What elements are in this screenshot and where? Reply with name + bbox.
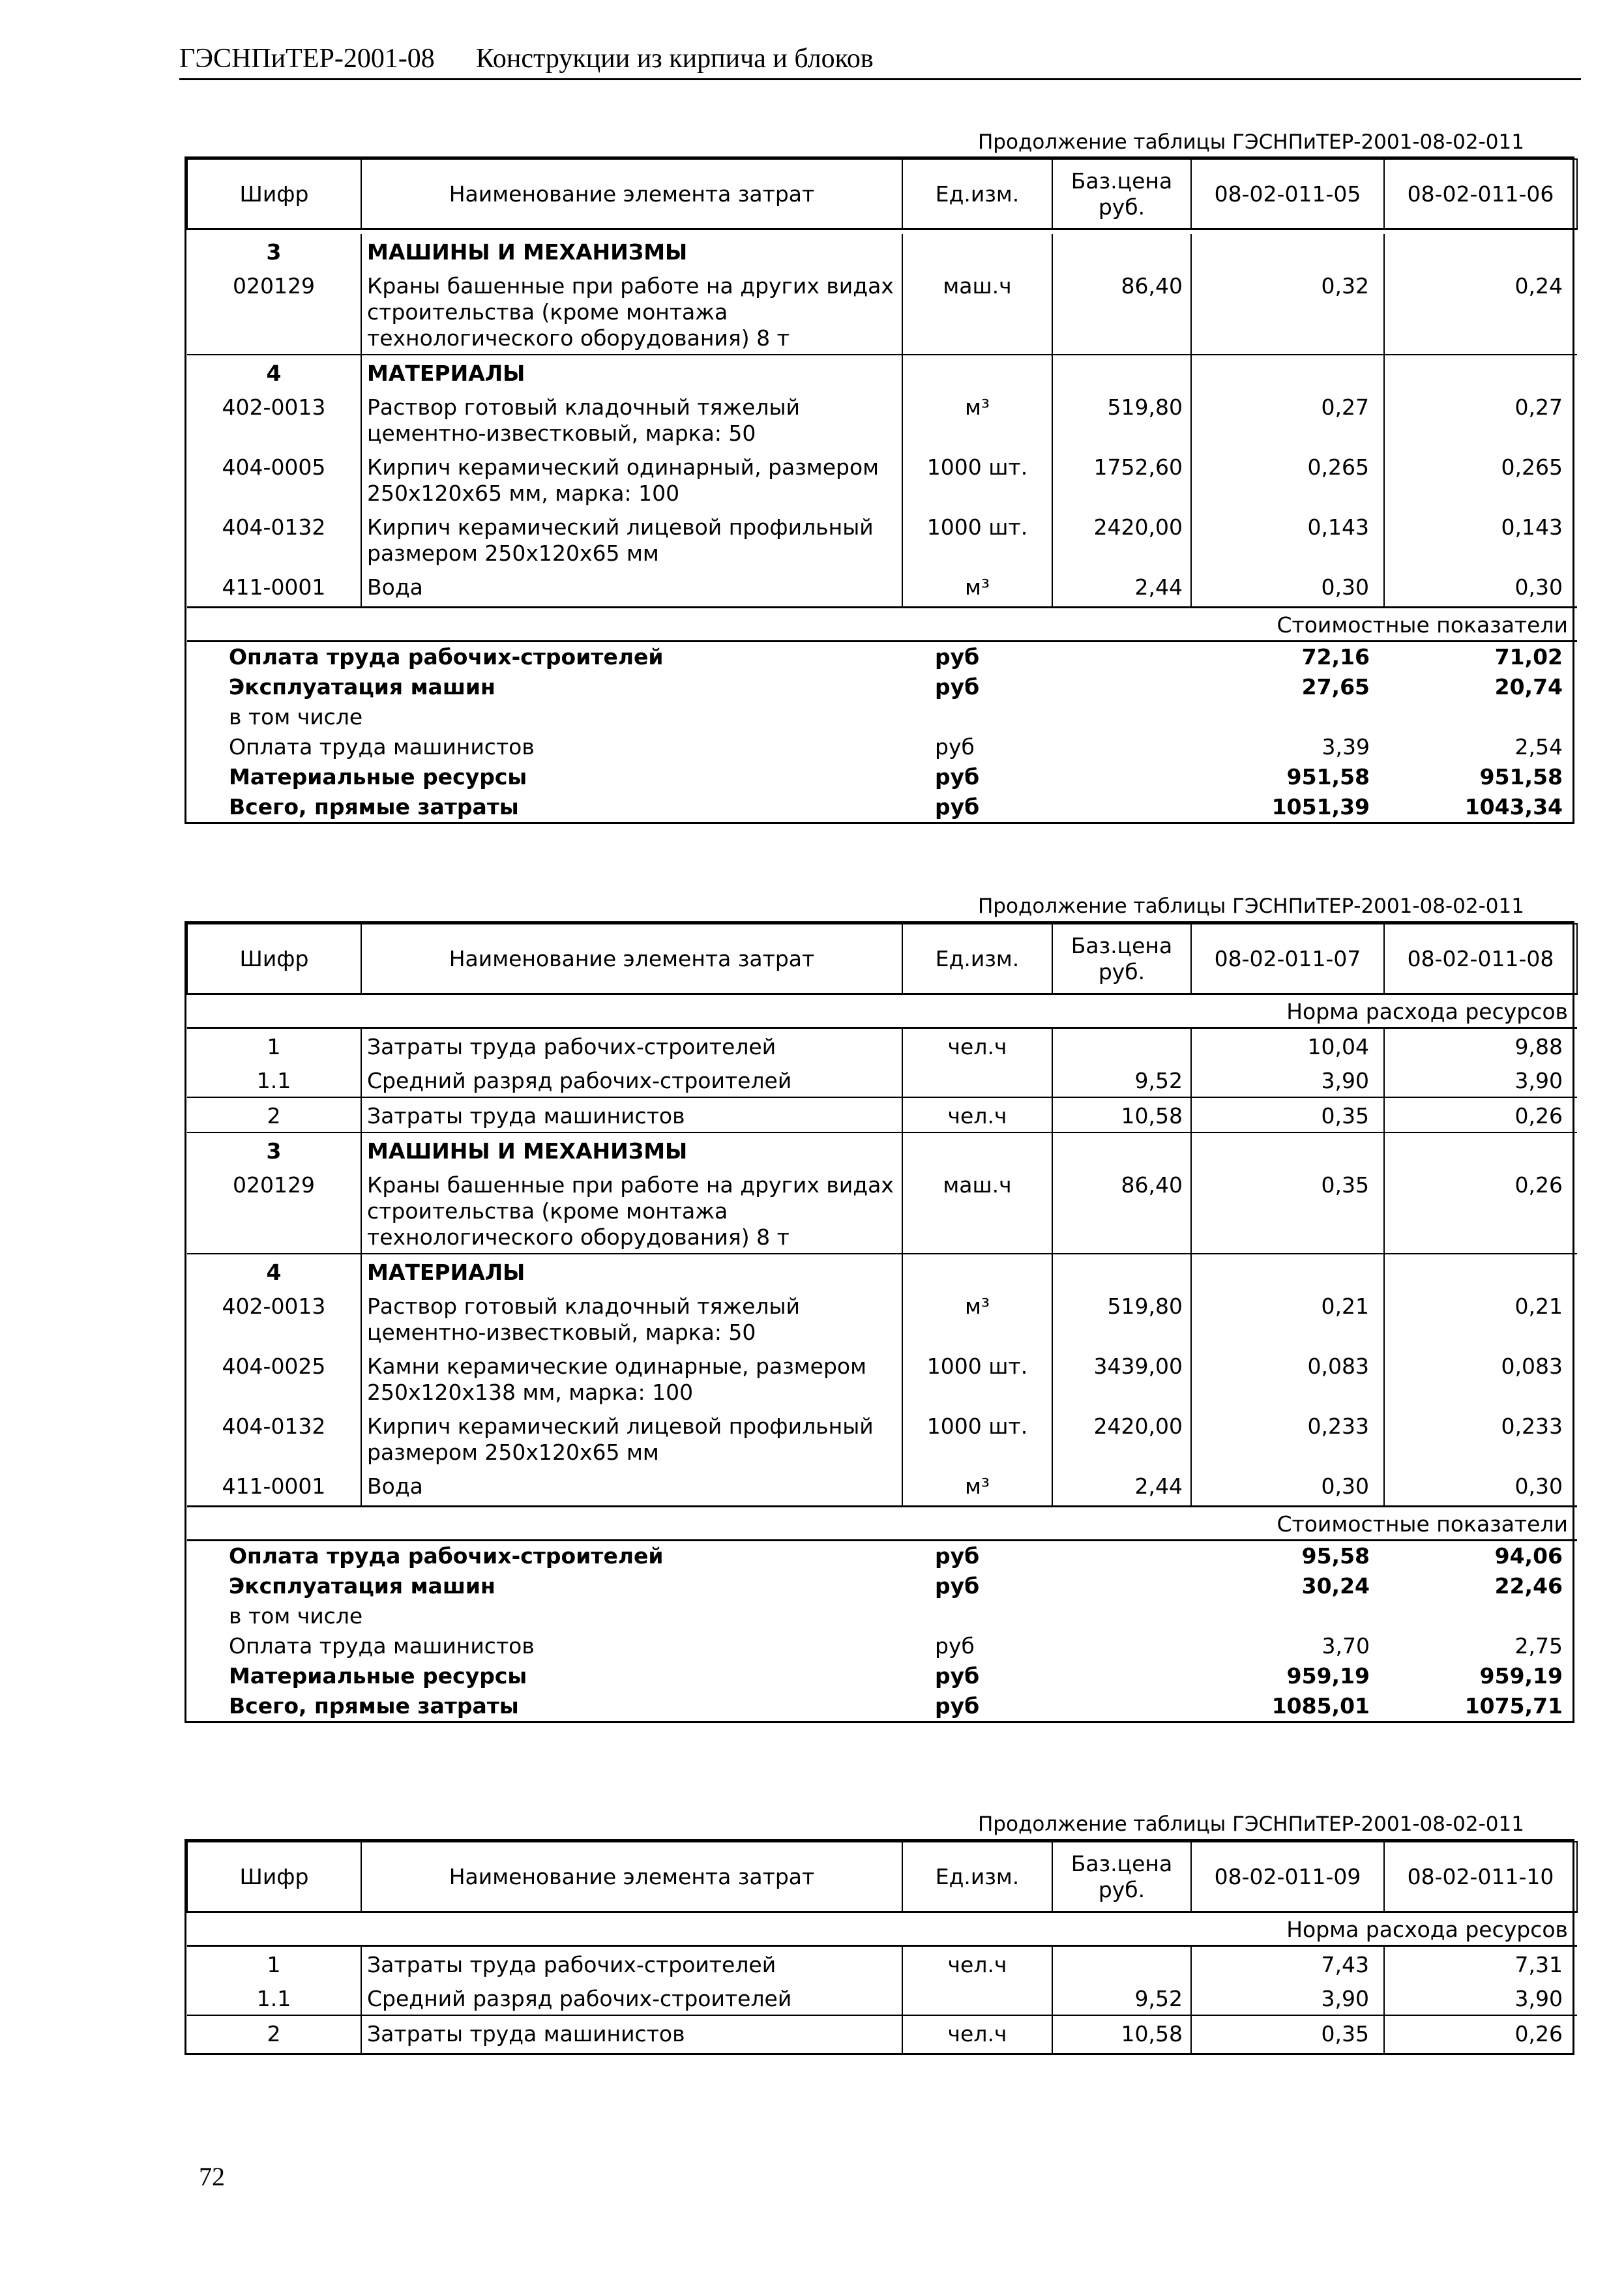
row-name: Затраты труда машинистов: [361, 2015, 902, 2053]
header-price: Баз.цена руб.: [1052, 159, 1191, 229]
row-name: МАТЕРИАЛЫ: [361, 355, 902, 389]
row-value-a: 0,32: [1191, 268, 1384, 355]
row-code: 411-0001: [222, 1473, 326, 1499]
row-unit: маш.ч: [902, 1167, 1052, 1254]
row-value-a: 7,43: [1191, 1946, 1384, 1981]
cost-name: Оплата труда рабочих-строителей: [229, 644, 664, 670]
cost-price-empty: [1052, 792, 1191, 822]
cost-value-b: [1384, 1601, 1577, 1631]
row-unit: 1000 шт.: [902, 1348, 1052, 1408]
row-unit: [902, 355, 1052, 389]
cost-value-b: [1384, 702, 1577, 732]
header-column-a: 08-02-011-09: [1191, 1842, 1384, 1912]
cost-unit: руб: [935, 1663, 980, 1689]
norm-label-row: [187, 994, 1577, 1028]
row-unit: [902, 234, 1052, 268]
header-name: Наименование элемента затрат: [361, 1842, 902, 1912]
header-price: Баз.цена руб.: [1052, 1842, 1191, 1912]
cost-label: Стоимостные показатели: [187, 608, 1577, 642]
cost-value-b: 959,19: [1479, 1663, 1563, 1689]
table-row: [187, 1254, 1577, 1288]
row-code: 1.1: [256, 1068, 291, 1093]
row-price: 519,80: [1052, 1288, 1191, 1348]
cost-unit: руб: [935, 1573, 980, 1599]
row-code: 3: [187, 1132, 361, 1167]
row-price: 86,40: [1052, 1167, 1191, 1254]
row-price: [1052, 1132, 1191, 1167]
table-row: [187, 268, 1577, 355]
row-price: 86,40: [1052, 268, 1191, 355]
cost-row: [187, 1661, 1577, 1691]
cost-row: [187, 702, 1577, 732]
document-subtitle: Конструкции из кирпича и блоков: [476, 44, 874, 74]
row-code: 404-0132: [222, 514, 326, 540]
cost-value-b: 951,58: [1479, 764, 1563, 790]
row-value-a: [1191, 234, 1384, 268]
table-row: [187, 1167, 1577, 1254]
document-code: ГЭСНПиТЕР-2001-08: [179, 44, 435, 74]
row-value-a: [1191, 355, 1384, 389]
table-row: [187, 2015, 1577, 2053]
row-code: 020129: [233, 273, 315, 299]
norm-label-row: [187, 1912, 1577, 1946]
row-unit: 1000 шт.: [902, 449, 1052, 509]
resource-table: [185, 1839, 1574, 2055]
cost-price-empty: [1052, 642, 1191, 673]
row-unit: чел.ч: [902, 1097, 1052, 1132]
row-code: 402-0013: [222, 394, 326, 420]
cost-unit: руб: [935, 1693, 980, 1719]
row-value-b: 0,143: [1384, 509, 1577, 569]
cost-name: Эксплуатация машин: [229, 674, 495, 700]
cost-name: в том числе: [229, 704, 363, 730]
cost-value-a: 95,58: [1301, 1543, 1370, 1569]
row-price: 2,44: [1052, 569, 1191, 608]
table-row: [187, 1288, 1577, 1348]
row-name: Вода: [361, 1468, 902, 1507]
row-price: 2420,00: [1052, 509, 1191, 569]
header-column-b: 08-02-011-08: [1384, 924, 1577, 994]
page-number: 72: [199, 2162, 225, 2191]
row-code: 404-0005: [222, 454, 326, 480]
cost-row: [187, 642, 1577, 673]
cost-label-row: [187, 608, 1577, 642]
cost-row: [187, 1571, 1577, 1601]
cost-value-a: 3,70: [1321, 1633, 1370, 1659]
row-name: МАШИНЫ И МЕХАНИЗМЫ: [361, 234, 902, 268]
row-code: 404-0132: [222, 1413, 326, 1439]
header-unit: Ед.изм.: [902, 924, 1052, 994]
row-value-b: 9,88: [1384, 1028, 1577, 1063]
row-value-a: 3,90: [1191, 1981, 1384, 2015]
row-value-b: 0,265: [1384, 449, 1577, 509]
row-code: 4: [187, 355, 361, 389]
cost-value-b: 2,54: [1514, 734, 1563, 760]
table-row: [187, 234, 1577, 268]
table-header-row: [187, 1842, 1577, 1912]
cost-row: [187, 1541, 1577, 1572]
row-unit: маш.ч: [902, 268, 1052, 355]
cost-unit: [902, 702, 1052, 732]
cost-row: [187, 1691, 1577, 1721]
row-value-a: 0,30: [1191, 569, 1384, 608]
row-value-a: 0,27: [1191, 389, 1384, 449]
row-code: 402-0013: [222, 1293, 326, 1319]
cost-label-row: [187, 1507, 1577, 1541]
row-unit: м³: [902, 1468, 1052, 1507]
cost-unit: руб: [935, 764, 980, 790]
cost-name: Эксплуатация машин: [229, 1573, 495, 1599]
norm-label: Норма расхода ресурсов: [187, 1912, 1577, 1946]
header-unit: Ед.изм.: [902, 1842, 1052, 1912]
row-name: Кирпич керамический лицевой профильный размером 250х120х65 мм: [361, 1408, 902, 1468]
cost-unit: [902, 1601, 1052, 1631]
row-code: 2: [187, 1097, 361, 1132]
row-unit: [902, 1254, 1052, 1288]
row-unit: м³: [902, 1288, 1052, 1348]
cost-value-a: 1051,39: [1271, 794, 1370, 820]
cost-price-empty: [1052, 1541, 1191, 1572]
row-unit: [902, 1063, 1052, 1097]
header-spacer: [187, 229, 1577, 235]
row-value-a: 10,04: [1191, 1028, 1384, 1063]
row-code: 2: [187, 2015, 361, 2053]
header-price: Баз.цена руб.: [1052, 924, 1191, 994]
table-header-row: [187, 159, 1577, 229]
table-row: [187, 1348, 1577, 1408]
cost-value-a: [1191, 702, 1384, 732]
table-grid: [186, 158, 1578, 822]
row-value-b: 0,30: [1384, 1468, 1577, 1507]
row-value-a: 0,30: [1191, 1468, 1384, 1507]
table-grid: [186, 923, 1578, 1721]
row-unit: [902, 1132, 1052, 1167]
row-unit: 1000 шт.: [902, 509, 1052, 569]
cost-value-b: 71,02: [1494, 644, 1563, 670]
table-row: [187, 1132, 1577, 1167]
row-code: 1: [267, 1952, 281, 1977]
cost-unit: руб: [935, 1633, 975, 1659]
table-row: [187, 355, 1577, 389]
row-unit: чел.ч: [902, 2015, 1052, 2053]
row-value-b: 7,31: [1384, 1946, 1577, 1981]
cost-value-a: 72,16: [1301, 644, 1370, 670]
row-name: Краны башенные при работе на других видах строительства (кроме монтажа технологического оборудования) 8 т: [361, 1167, 902, 1254]
cost-value-b: 94,06: [1494, 1543, 1563, 1569]
row-name: Краны башенные при работе на других видах строительства (кроме монтажа технологического оборудования) 8 т: [361, 268, 902, 355]
cost-unit: руб: [935, 644, 980, 670]
row-value-b: 0,26: [1384, 1167, 1577, 1254]
cost-unit: руб: [935, 674, 980, 700]
row-code: 404-0025: [222, 1353, 326, 1379]
row-price: 3439,00: [1052, 1348, 1191, 1408]
row-value-b: [1384, 355, 1577, 389]
row-value-b: 0,30: [1384, 569, 1577, 608]
row-unit: [902, 1981, 1052, 2015]
row-price: 9,52: [1052, 1063, 1191, 1097]
row-value-a: 0,35: [1191, 2015, 1384, 2053]
row-price: 9,52: [1052, 1981, 1191, 2015]
cost-name: в том числе: [229, 1603, 363, 1629]
page-header: [179, 40, 1581, 80]
cost-name: Всего, прямые затраты: [229, 794, 519, 820]
row-value-a: 0,143: [1191, 509, 1384, 569]
row-price: [1052, 234, 1191, 268]
row-code: 1: [267, 1034, 281, 1059]
row-name: Кирпич керамический лицевой профильный размером 250х120х65 мм: [361, 509, 902, 569]
row-unit: чел.ч: [902, 1028, 1052, 1063]
row-value-a: 0,233: [1191, 1408, 1384, 1468]
header-name: Наименование элемента затрат: [361, 159, 902, 229]
cost-row: [187, 1631, 1577, 1661]
row-value-b: [1384, 234, 1577, 268]
row-value-b: 0,26: [1384, 1097, 1577, 1132]
cost-value-b: 20,74: [1494, 674, 1563, 700]
cost-value-b: 22,46: [1494, 1573, 1563, 1599]
header-column-b: 08-02-011-06: [1384, 159, 1577, 229]
row-value-b: 3,90: [1384, 1063, 1577, 1097]
cost-price-empty: [1052, 1601, 1191, 1631]
table-caption: Продолжение таблицы ГЭСНПиТЕР-2001-08-02-011: [978, 894, 1524, 918]
cost-name: Оплата труда машинистов: [229, 1633, 535, 1659]
resource-table: [185, 921, 1574, 1723]
header-column-b: 08-02-011-10: [1384, 1842, 1577, 1912]
cost-value-a: 1085,01: [1271, 1693, 1370, 1719]
spacer-cell: [187, 229, 1577, 235]
cost-price-empty: [1052, 732, 1191, 762]
header-name: Наименование элемента затрат: [361, 924, 902, 994]
cost-price-empty: [1052, 762, 1191, 792]
cost-price-empty: [1052, 702, 1191, 732]
cost-price-empty: [1052, 1691, 1191, 1721]
cost-label: Стоимостные показатели: [187, 1507, 1577, 1541]
cost-value-a: 27,65: [1301, 674, 1370, 700]
row-code: 3: [266, 239, 282, 265]
row-name: Камни керамические одинарные, размером 250х120х138 мм, марка: 100: [361, 1348, 902, 1408]
cost-name: Материальные ресурсы: [229, 764, 527, 790]
row-value-a: 0,265: [1191, 449, 1384, 509]
cost-unit: руб: [935, 734, 975, 760]
table-grid: [186, 1841, 1578, 2053]
row-name: Затраты труда рабочих-строителей: [361, 1946, 902, 1981]
row-name: Затраты труда рабочих-строителей: [361, 1028, 902, 1063]
cost-value-a: [1191, 1601, 1384, 1631]
row-price: [1052, 355, 1191, 389]
row-price: 2420,00: [1052, 1408, 1191, 1468]
row-value-b: [1384, 1254, 1577, 1288]
row-value-b: 0,27: [1384, 389, 1577, 449]
row-value-b: 0,233: [1384, 1408, 1577, 1468]
cost-value-b: 1075,71: [1464, 1693, 1563, 1719]
cost-value-a: 30,24: [1301, 1573, 1370, 1599]
row-unit: м³: [902, 389, 1052, 449]
row-name: МАТЕРИАЛЫ: [361, 1254, 902, 1288]
cost-row: [187, 672, 1577, 702]
row-value-b: 0,083: [1384, 1348, 1577, 1408]
cost-price-empty: [1052, 1661, 1191, 1691]
table-row: [187, 509, 1577, 569]
cost-row: [187, 762, 1577, 792]
resource-table: [185, 156, 1574, 824]
row-code: 020129: [233, 1172, 315, 1198]
table-row: [187, 1028, 1577, 1063]
row-code: 411-0001: [222, 574, 326, 600]
cost-name: Материальные ресурсы: [229, 1663, 527, 1689]
cost-row: [187, 1601, 1577, 1631]
header-code: Шифр: [187, 1842, 361, 1912]
row-name: Вода: [361, 569, 902, 608]
row-value-a: 0,21: [1191, 1288, 1384, 1348]
row-price: 1752,60: [1052, 449, 1191, 509]
row-price: 10,58: [1052, 2015, 1191, 2053]
table-row: [187, 1981, 1577, 2015]
table-row: [187, 1946, 1577, 1981]
row-value-a: 0,35: [1191, 1097, 1384, 1132]
table-row: [187, 1408, 1577, 1468]
table-caption: Продолжение таблицы ГЭСНПиТЕР-2001-08-02-011: [978, 130, 1524, 154]
header-column-a: 08-02-011-05: [1191, 159, 1384, 229]
row-price: [1052, 1946, 1191, 1981]
header-code: Шифр: [187, 924, 361, 994]
row-value-a: [1191, 1132, 1384, 1167]
norm-label: Норма расхода ресурсов: [187, 994, 1577, 1028]
row-unit: чел.ч: [902, 1946, 1052, 1981]
row-name: МАШИНЫ И МЕХАНИЗМЫ: [361, 1132, 902, 1167]
row-price: 519,80: [1052, 389, 1191, 449]
row-value-b: 3,90: [1384, 1981, 1577, 2015]
row-name: Затраты труда машинистов: [361, 1097, 902, 1132]
row-unit: 1000 шт.: [902, 1408, 1052, 1468]
cost-name: Всего, прямые затраты: [229, 1693, 519, 1719]
row-price: 10,58: [1052, 1097, 1191, 1132]
cost-value-a: 3,39: [1321, 734, 1370, 760]
cost-row: [187, 792, 1577, 822]
table-row: [187, 569, 1577, 608]
row-value-a: [1191, 1254, 1384, 1288]
table-row: [187, 1097, 1577, 1132]
table-row: [187, 1063, 1577, 1097]
header-unit: Ед.изм.: [902, 159, 1052, 229]
cost-price-empty: [1052, 1571, 1191, 1601]
cost-value-b: 1043,34: [1464, 794, 1563, 820]
row-value-b: 0,21: [1384, 1288, 1577, 1348]
cost-value-a: 951,58: [1286, 764, 1370, 790]
cost-value-b: 2,75: [1514, 1633, 1563, 1659]
row-unit: м³: [902, 569, 1052, 608]
row-price: [1052, 1254, 1191, 1288]
header-column-a: 08-02-011-07: [1191, 924, 1384, 994]
row-value-b: 0,26: [1384, 2015, 1577, 2053]
row-name: Средний разряд рабочих-строителей: [361, 1981, 902, 2015]
cost-price-empty: [1052, 1631, 1191, 1661]
cost-unit: руб: [935, 794, 980, 820]
cost-price-empty: [1052, 672, 1191, 702]
cost-unit: руб: [935, 1543, 980, 1569]
table-row: [187, 1468, 1577, 1507]
cost-value-a: 959,19: [1286, 1663, 1370, 1689]
cost-name: Оплата труда машинистов: [229, 734, 535, 760]
table-row: [187, 389, 1577, 449]
table-header-row: [187, 924, 1577, 994]
row-value-b: 0,24: [1384, 268, 1577, 355]
row-price: 2,44: [1052, 1468, 1191, 1507]
row-name: Раствор готовый кладочный тяжелый цементно-известковый, марка: 50: [361, 389, 902, 449]
row-name: Средний разряд рабочих-строителей: [361, 1063, 902, 1097]
row-value-a: 3,90: [1191, 1063, 1384, 1097]
row-code: 1.1: [256, 1986, 291, 2011]
row-value-a: 0,083: [1191, 1348, 1384, 1408]
table-row: [187, 449, 1577, 509]
row-name: Раствор готовый кладочный тяжелый цементно-известковый, марка: 50: [361, 1288, 902, 1348]
cost-name: Оплата труда рабочих-строителей: [229, 1543, 664, 1569]
header-code: Шифр: [187, 159, 361, 229]
cost-row: [187, 732, 1577, 762]
row-code: 4: [187, 1254, 361, 1288]
row-value-b: [1384, 1132, 1577, 1167]
row-value-a: 0,35: [1191, 1167, 1384, 1254]
row-name: Кирпич керамический одинарный, размером 250х120х65 мм, марка: 100: [361, 449, 902, 509]
row-price: [1052, 1028, 1191, 1063]
table-caption: Продолжение таблицы ГЭСНПиТЕР-2001-08-02-011: [978, 1812, 1524, 1836]
